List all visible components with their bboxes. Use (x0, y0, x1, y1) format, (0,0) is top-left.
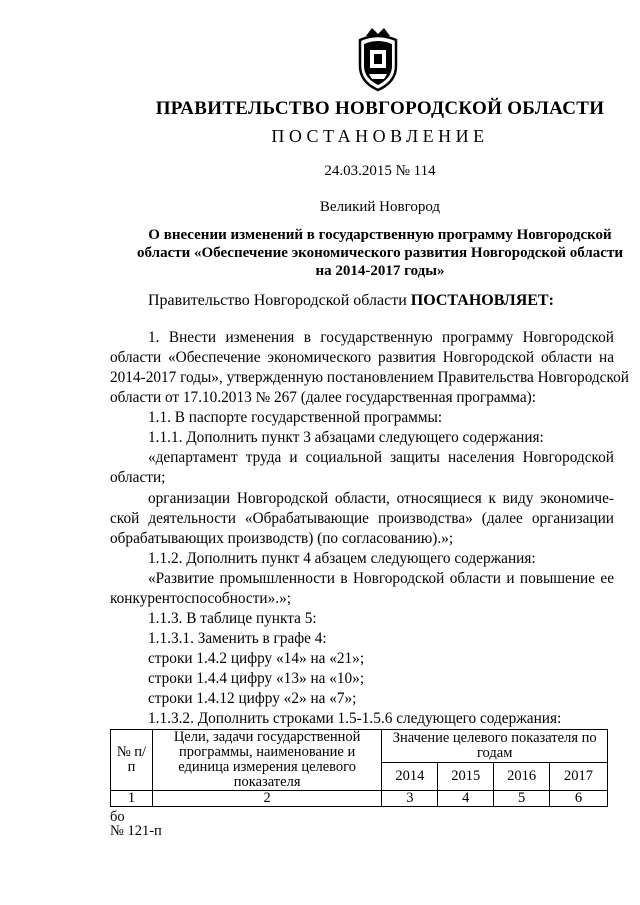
index-cell: 3 (382, 791, 438, 807)
subject-line: области «Обеспечение экономического развития Новгородской области (137, 245, 623, 261)
paragraph-line: организации Новгородской области, относящиеся к виду экономиче- (148, 490, 614, 507)
index-cell: 6 (550, 791, 608, 807)
year-cell: 2014 (382, 763, 438, 791)
paragraph-line: 1.1.2. Дополнить пункт 4 абзацем следующего содержания: (148, 550, 536, 567)
paragraph-line: ской деятельности «Обрабатывающие производства» (далее организации (110, 510, 614, 527)
paragraph-line: 1. Внести изменения в государственную программу Новгородской (148, 329, 614, 346)
document-type: ПОСТАНОВЛЕНИЕ (271, 126, 489, 146)
subject-line: О внесении изменений в государственную программу Новгородской (148, 227, 612, 243)
city: Великий Новгород (319, 199, 441, 215)
indicators-table (110, 729, 608, 807)
paragraph-line: строки 1.4.12 цифру «2» на «7»; (148, 690, 357, 707)
index-cell: 4 (438, 791, 494, 807)
index-cell: 5 (494, 791, 550, 807)
paragraph-line: 1.1. В паспорте государственной программы: (148, 409, 443, 426)
decree-line (148, 291, 554, 310)
paragraph-line: конкурентоспособности».»; (110, 590, 291, 607)
date-number: 24.03.2015 № 114 (324, 163, 436, 179)
document-subject (100, 226, 640, 280)
coat-of-arms-icon (356, 22, 400, 92)
paragraph-line: 2014-2017 годы», утвержденную постановлением Правительства Новгородской (110, 369, 629, 386)
table-index-row (111, 791, 608, 807)
paragraph-line: строки 1.4.2 цифру «14» на «21»; (148, 650, 365, 667)
paragraph-line: 1.1.3.1. Заменить в графе 4: (148, 630, 327, 647)
header-number: № п/п (111, 730, 153, 791)
footer-reference: № 121-п (110, 823, 162, 839)
paragraph-line: «департамент труда и социальной защиты населения Новгородской (148, 449, 614, 466)
paragraph-line: 1.1.3.2. Дополнить строками 1.5-1.5.6 следующего содержания: (148, 710, 562, 727)
organization-title: ПРАВИТЕЛЬСТВО НОВГОРОДСКОЙ ОБЛАСТИ (155, 98, 605, 119)
footer-initials: бо (110, 809, 125, 825)
header-goal: Цели, задачи государственной программы, наименование и единица измерения целевого показателя (152, 730, 381, 791)
year-cell: 2016 (494, 763, 550, 791)
paragraph-line: строки 1.4.4 цифру «13» на «10»; (148, 670, 365, 687)
decree-keyword: ПОСТАНОВЛЯЕТ: (410, 292, 554, 309)
index-cell: 1 (111, 791, 153, 807)
paragraph-line: 1.1.3. В таблице пункта 5: (148, 610, 317, 627)
paragraph-line: области; (110, 469, 166, 486)
table-header-row (111, 730, 608, 763)
decree-text: Правительство Новгородской области (148, 292, 411, 309)
year-cell: 2017 (550, 763, 608, 791)
paragraph-line: области от 17.10.2013 № 267 (далее государственная программа): (110, 389, 537, 406)
year-cell: 2015 (438, 763, 494, 791)
paragraph-line: обрабатывающих производств) (по согласованию).»; (110, 530, 454, 547)
subject-line: на 2014-2017 годы» (315, 263, 445, 279)
paragraph-line: области «Обеспечение экономического развития Новгородской области на (110, 349, 614, 366)
paragraph-line: 1.1.1. Дополнить пункт 3 абзацами следующего содержания: (148, 429, 544, 446)
header-values: Значение целевого показателя по годам (382, 730, 608, 763)
paragraph-line: «Развитие промышленности в Новгородской области и повышение ее (148, 570, 614, 587)
index-cell: 2 (152, 791, 381, 807)
